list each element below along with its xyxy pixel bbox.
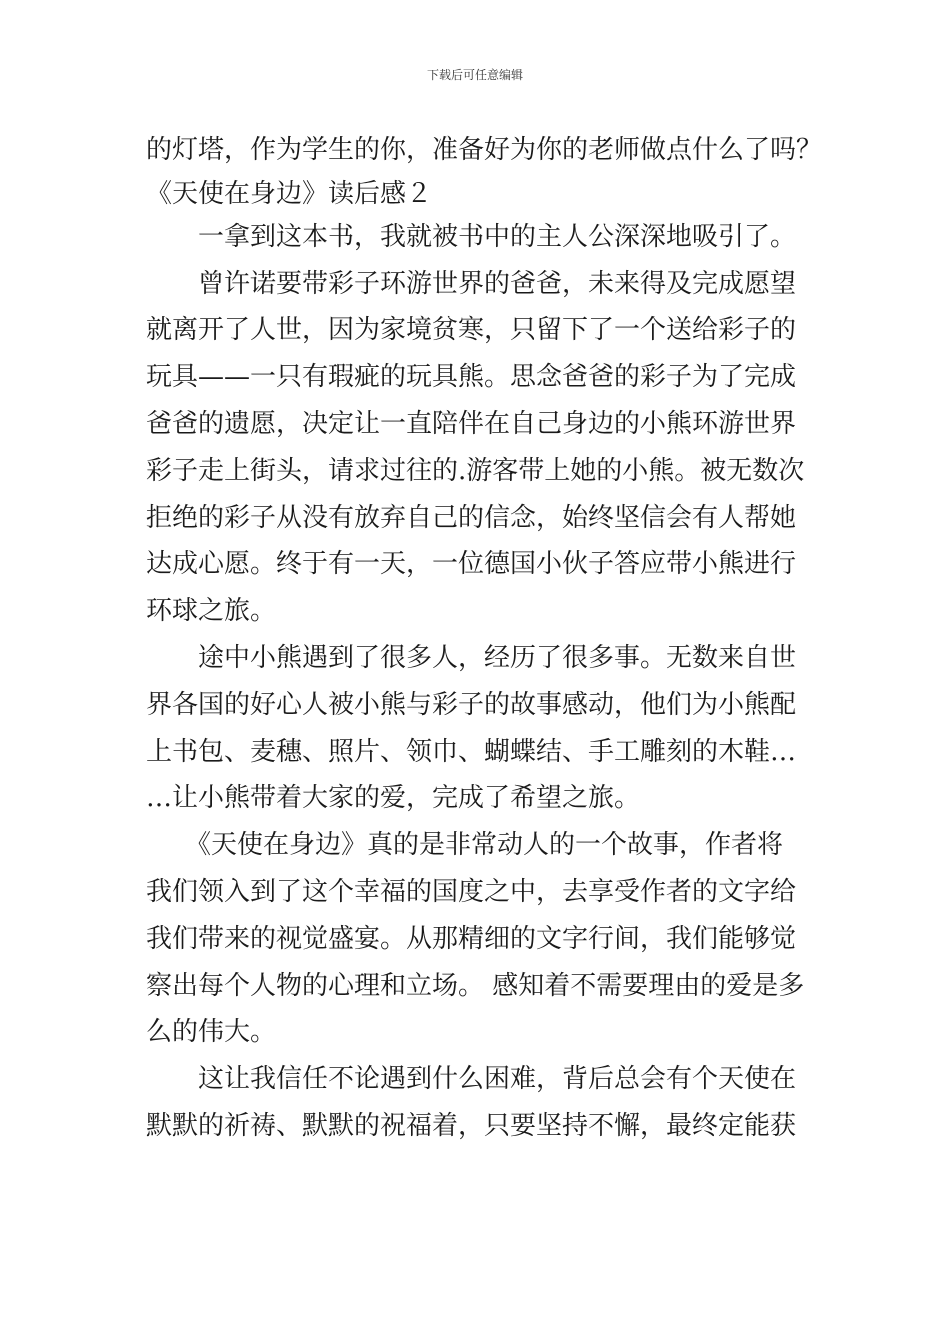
- text-line: 爸爸的遗愿，决定让一直陪伴在自己身边的小熊环游世界: [146, 408, 797, 439]
- text-line: 上书包、麦穗、照片、领巾、蝴蝶结、手工雕刻的木鞋…: [146, 736, 797, 767]
- text-line: 《天使在身边》真的是非常动人的一个故事，作者将: [146, 830, 784, 861]
- text-line: 途中小熊遇到了很多人，经历了很多事。无数来自世: [146, 642, 797, 673]
- text-line: 我们带来的视觉盛宴。从那精细的文字行间，我们能够觉: [146, 923, 797, 954]
- section-title: 《天使在身边》读后感２: [146, 178, 433, 209]
- document-body: [146, 127, 823, 1150]
- text-line: 默默的祈祷、默默的祝福着，只要坚持不懈，最终定能获: [146, 1110, 797, 1141]
- text-line: 察出每个人物的心理和立场。 感知着不需要理由的爱是多: [146, 970, 805, 1001]
- text-line: 曾许诺要带彩子环游世界的爸爸，未来得及完成愿望: [146, 268, 797, 299]
- text-line: 我们领入到了这个幸福的国度之中，去享受作者的文字给: [146, 876, 797, 907]
- text-line: …让小熊带着大家的爱，完成了希望之旅。: [146, 783, 641, 814]
- text-line: 达成心愿。终于有一天，一位德国小伙子答应带小熊进行: [146, 549, 797, 580]
- text-line: 么的伟大。: [146, 1017, 277, 1048]
- text-line: 这让我信任不论遇到什么困难，背后总会有个天使在: [146, 1064, 797, 1095]
- text-line: 一拿到这本书，我就被书中的主人公深深地吸引了。: [146, 221, 797, 252]
- page-header: 下载后可任意编辑: [426, 68, 523, 82]
- text-line: 的灯塔，作为学生的你，准备好为你的老师做点什么了吗？: [146, 135, 823, 165]
- text-line: 界各国的好心人被小熊与彩子的故事感动，他们为小熊配: [146, 689, 797, 720]
- text-line: 就离开了人世，因为家境贫寒，只留下了一个送给彩子的: [146, 315, 797, 346]
- text-line: 环球之旅。: [146, 596, 277, 627]
- text-line: 拒绝的彩子从没有放弃自己的信念，始终坚信会有人帮她: [146, 502, 797, 533]
- text-line: 彩子走上街头，请求过往的.游客带上她的小熊。被无数次: [146, 455, 805, 486]
- text-line: 玩具——一只有瑕疵的玩具熊。思念爸爸的彩子为了完成: [146, 362, 797, 393]
